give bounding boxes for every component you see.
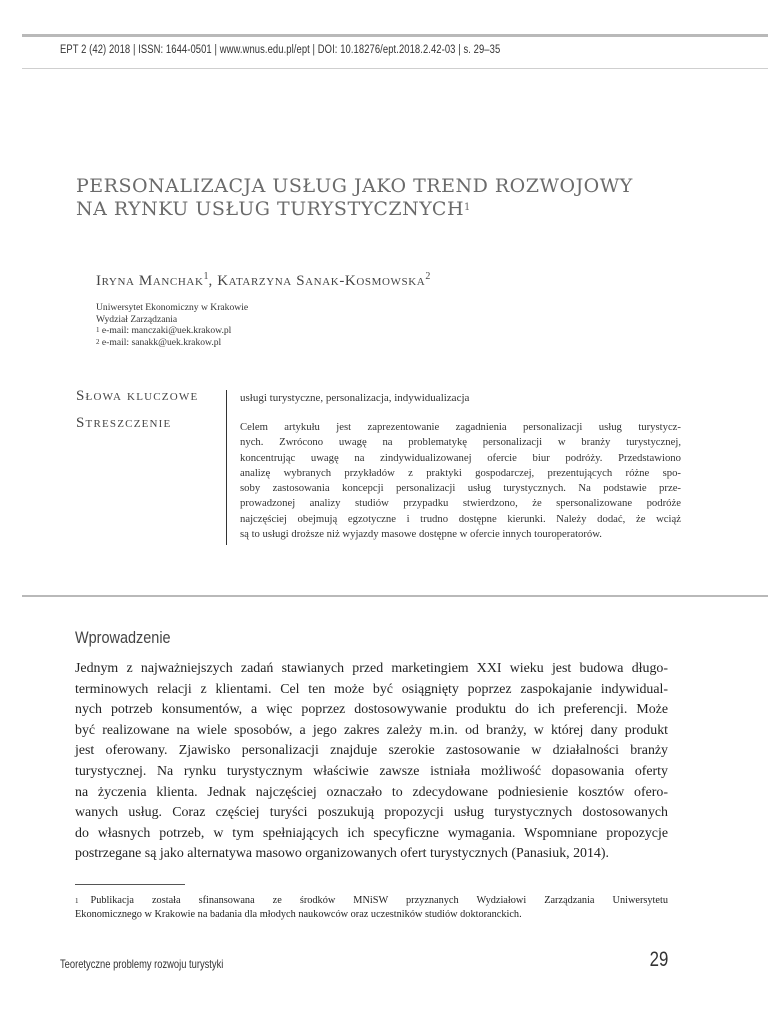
footnote-line-1-text: Publikacja została sfinansowana ze środków MNiSW przyznanych Wydziałowi Zarządzania Uniwersytetu <box>90 895 668 906</box>
footnote-mark: 1 <box>75 897 79 905</box>
author-1-mark: 1 <box>203 271 209 282</box>
abstract-text <box>240 420 681 542</box>
author-separator: , <box>208 273 218 289</box>
body-line: być realizowane na wiele sposobów, a jego zakres zależy m.in. od branży, w której dany produkt <box>75 722 668 738</box>
body-line: postrzegane są jako alternatywa masowo organizowanych ofert turystycznych (Panasiuk, 2014). <box>75 846 609 862</box>
abstract-line: najczęściej obejmują egzotyczne i trudno dostępne kierunki. Należy dodać, że wciąż <box>240 512 681 525</box>
body-line: jest oferowany. Zjawisko personalizacji znajduje szerokie zastosowanie w działalności branży <box>75 743 668 759</box>
abstract-line: soby zastosowania koncepcji personalizacji usług turystycznych. Na podstawie prze- <box>240 482 681 495</box>
abstract-divider <box>226 390 227 545</box>
body-line: na życzenia klienta. Jednak najczęściej oznaczało to zdecydowane podniesienie kosztów ofero- <box>75 784 668 800</box>
body-line: Jednym z najważniejszych zadań stawianych przed marketingiem XXI wieku jest budowa długo- <box>75 661 668 676</box>
author-1: Iryna Manchak <box>96 273 204 289</box>
body-line: wanych usług. Coraz częściej turyści poszukują propozycji usług turystycznych dostosowanych <box>75 805 668 821</box>
abstract-line: Celem artykułu jest zaprezentowanie zagadnienia personalizacji usług turystycz- <box>240 421 681 433</box>
title-footnote-mark: 1 <box>464 202 471 213</box>
title-line-2-text: NA RYNKU USŁUG TURYSTYCZNYCH <box>76 198 465 220</box>
section-divider <box>22 595 768 597</box>
authors <box>96 273 430 290</box>
body-line: terminowych relacji z klientami. Cel ten może być osiągnięty poprzez zaspokajanie indywidual- <box>75 681 668 697</box>
email-2 <box>96 337 248 349</box>
abstract-line: są to usługi droższe niż wyjazdy masowe dostępne w ofercie innych touroperatorów. <box>240 528 602 541</box>
abstract-line: koncentrując uwagę na zindywidualizowanej ofercie biur podróży. Przedstawiono <box>240 451 681 464</box>
page-number: 29 <box>649 948 668 971</box>
keywords-text: usługi turystyczne, personalizacja, indywidualizacja <box>240 392 470 404</box>
title-line-2 <box>76 198 736 221</box>
email-1-text[interactable]: e-mail: manczaki@uek.krakow.pl <box>99 325 232 337</box>
keywords-label: Słowa kluczowe <box>76 388 199 404</box>
body-line: nych potrzeb konsumentów, a więc poprzez dostosowywanie produktu do ich preferencji. Może <box>75 702 668 718</box>
author-2-mark: 2 <box>425 271 431 282</box>
footer-journal-section: Teoretyczne problemy rozwoju turystyki <box>60 957 224 971</box>
footnote-line-1 <box>75 894 668 908</box>
abstract-line: prowadzonej analizy studiów przypadku stwierdzono, że spersonalizowane podróże <box>240 497 681 510</box>
affiliation-faculty: Wydział Zarządzania <box>96 313 178 325</box>
affiliation-block <box>96 302 248 348</box>
footnote-rule <box>75 884 185 885</box>
section-heading: Wprowadzenie <box>75 628 171 647</box>
header-rule-bottom <box>22 68 768 69</box>
footnote <box>75 894 668 922</box>
article-title <box>76 175 736 221</box>
introduction-paragraph <box>75 659 668 865</box>
email-1 <box>96 325 248 337</box>
email-1-mark: 1 <box>96 326 100 335</box>
author-2: Katarzyna Sanak-Kosmowska <box>217 273 426 289</box>
title-line-1: PERSONALIZACJA USŁUG JAKO TREND ROZWOJOWY <box>76 175 633 197</box>
body-line: do własnych potrzeb, w tym spełniających ich specyficzne wymagania. Wspomniane propozycje <box>75 825 668 841</box>
email-2-mark: 2 <box>96 337 100 346</box>
email-2-text[interactable]: e-mail: sanakk@uek.krakow.pl <box>99 336 222 348</box>
abstract-label: Streszczenie <box>76 415 172 431</box>
abstract-line: analizę wybranych przykładów z praktyki gospodarczej, prezentujących różne spo- <box>240 466 681 479</box>
header-rule-top <box>22 34 768 37</box>
body-line: turystycznej. Na rynku turystycznym właściwie zawsze istniała możliwość dopasowania oferty <box>75 763 668 779</box>
citation-header: EPT 2 (42) 2018 | ISSN: 1644-0501 | www.wnus.edu.pl/ept | DOI: 10.18276/ept.2018.2.42-03 | s. 29–35 <box>60 44 501 56</box>
footnote-line-2: Ekonomicznego w Krakowie na badania dla młodych naukowców oraz uczestników studiów doktoranckich. <box>75 909 522 920</box>
affiliation-university: Uniwersytet Ekonomiczny w Krakowie <box>96 302 249 313</box>
abstract-line: nych. Zwrócono uwagę na problematykę personalizacji w branży turystycznej, <box>240 436 681 449</box>
